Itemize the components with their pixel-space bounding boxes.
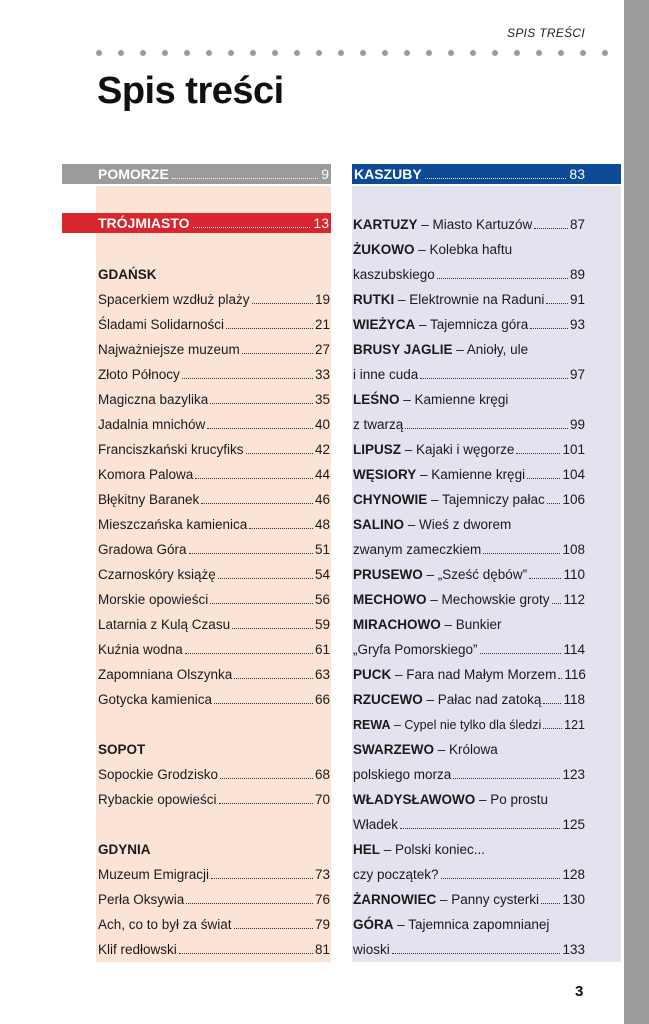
dot-leader	[483, 553, 560, 554]
section-pomorze[interactable]	[62, 164, 331, 184]
toc-entry[interactable]	[353, 787, 585, 812]
toc-entry[interactable]	[98, 437, 330, 462]
entry-page: 33	[314, 367, 330, 382]
entry-page: 76	[314, 892, 330, 907]
divider-dot	[96, 50, 102, 56]
toc-entry-continued[interactable]	[353, 362, 585, 387]
entry-title: Perła Oksywia	[98, 892, 185, 907]
dot-leader	[193, 227, 311, 228]
entry-title: Błękitny Baranek	[98, 492, 200, 507]
dot-leader	[210, 603, 313, 604]
entry-place: ŻARNOWIEC	[353, 892, 437, 907]
toc-entry[interactable]	[353, 612, 585, 637]
section-label: KASZUBY	[354, 166, 422, 182]
city-heading: GDAŃSK	[98, 267, 157, 282]
entry-place: ŻUKOWO	[353, 242, 415, 257]
toc-entry[interactable]	[353, 312, 585, 337]
entry-page: 56	[314, 592, 330, 607]
entry-place: SWARZEWO	[353, 742, 434, 757]
entry-subtitle: – Miasto Kartuzów	[417, 217, 533, 232]
toc-entry[interactable]	[98, 587, 330, 612]
entry-place: WŁADYSŁAWOWO	[353, 792, 476, 807]
entry-subtitle: – Anioły, ule	[452, 342, 529, 357]
dot-leader	[232, 628, 313, 629]
entry-subtitle: – Elektrownie na Raduni	[394, 292, 545, 307]
divider-dot	[118, 50, 124, 56]
entry-page: 99	[569, 417, 585, 432]
divider-dot	[536, 50, 542, 56]
toc-entry[interactable]	[98, 487, 330, 512]
entry-subtitle: – Kajaki i węgorze	[401, 442, 515, 457]
dot-leader	[543, 728, 562, 729]
dot-leader	[400, 828, 560, 829]
entry-place: WĘSIORY	[353, 467, 417, 482]
entry-place: BRUSY JAGLIE	[353, 342, 453, 357]
divider-dot	[404, 50, 410, 56]
entry-title	[353, 792, 548, 807]
divider-dot	[558, 50, 564, 56]
dot-leader	[547, 503, 561, 504]
entry-title	[353, 592, 550, 607]
entry-title	[353, 342, 528, 357]
entry-page: 91	[569, 292, 585, 307]
dot-leader	[234, 678, 313, 679]
entry-title	[353, 217, 532, 232]
divider-dot	[206, 50, 212, 56]
entry-page: 121	[564, 717, 585, 732]
page-edge-bar	[624, 0, 649, 1024]
city-heading: SOPOT	[98, 742, 146, 757]
entry-place: MECHOWO	[353, 592, 427, 607]
dot-leader	[543, 703, 561, 704]
dot-leader	[249, 528, 313, 529]
entry-subtitle-cont: polskiego morza	[353, 767, 452, 782]
entry-page: 93	[569, 317, 585, 332]
entry-page: 27	[314, 342, 330, 357]
entry-place: HEL	[353, 842, 380, 857]
dot-leader	[527, 478, 560, 479]
entry-place: PUCK	[353, 667, 392, 682]
divider-dot	[360, 50, 366, 56]
dot-leader	[195, 478, 313, 479]
toc-entry[interactable]	[98, 662, 330, 687]
entry-title: Złoto Północy	[98, 367, 180, 382]
toc-entry[interactable]	[98, 537, 330, 562]
toc-entry-continued[interactable]	[353, 412, 585, 437]
dot-leader	[218, 578, 313, 579]
spacer	[98, 712, 330, 737]
toc-entry[interactable]	[98, 687, 330, 712]
entry-page: 70	[314, 792, 330, 807]
entry-page: 123	[562, 767, 585, 782]
toc-entry[interactable]	[353, 562, 585, 587]
section-kaszuby[interactable]	[352, 164, 621, 184]
entry-page: 68	[314, 767, 330, 782]
toc-entry[interactable]	[353, 512, 585, 537]
entry-page: 73	[314, 867, 330, 882]
toc-entry[interactable]	[353, 737, 585, 762]
entry-title: Śladami Solidarności	[98, 317, 225, 332]
toc-entry[interactable]	[98, 562, 330, 587]
entry-title	[353, 742, 498, 757]
dot-leader	[220, 778, 313, 779]
section-label: POMORZE	[98, 166, 169, 182]
divider-dot	[514, 50, 520, 56]
toc-entry[interactable]	[98, 387, 330, 412]
entry-page: 61	[314, 642, 330, 657]
entry-title: Komora Palowa	[98, 467, 194, 482]
entry-place: WIEŻYCA	[353, 317, 416, 332]
dot-leader	[226, 328, 313, 329]
entry-title: Magiczna bazylika	[98, 392, 209, 407]
entry-subtitle-cont: „Gryfa Pomorskiego”	[353, 642, 478, 657]
entry-page: 51	[314, 542, 330, 557]
entry-page: 101	[562, 442, 585, 457]
entry-subtitle: – Polski koniec...	[380, 842, 486, 857]
entry-title: Spacerkiem wzdłuż plaży	[98, 292, 250, 307]
entry-subtitle: – Kolebka haftu	[414, 242, 513, 257]
dot-leader	[234, 928, 313, 929]
divider-dot	[580, 50, 586, 56]
toc-entry-continued[interactable]	[353, 812, 585, 837]
entry-title: Czarnoskóry książę	[98, 567, 216, 582]
entry-page: 21	[314, 317, 330, 332]
entry-subtitle: – Kamienne kręgi	[399, 392, 509, 407]
dot-leader	[219, 803, 313, 804]
toc-entry[interactable]	[98, 612, 330, 637]
spacer	[98, 812, 330, 837]
entry-page: 133	[562, 942, 585, 957]
dot-leader	[405, 428, 568, 429]
toc-entry-continued[interactable]	[353, 937, 585, 962]
toc-entry[interactable]	[98, 312, 330, 337]
divider-dot	[140, 50, 146, 56]
section-trojmiasto[interactable]	[62, 213, 331, 233]
entry-title	[353, 467, 525, 482]
entry-page: 125	[562, 817, 585, 832]
entry-page: 112	[563, 592, 585, 607]
page-number: 3	[575, 983, 584, 1000]
entry-title	[353, 692, 541, 707]
entry-subtitle-cont: czy początek?	[353, 867, 439, 882]
entry-title: Muzeum Emigracji	[98, 867, 210, 882]
entry-title: Gotycka kamienica	[98, 692, 213, 707]
entry-page: 44	[314, 467, 330, 482]
toc-entry[interactable]	[353, 662, 585, 687]
entry-title	[353, 442, 514, 457]
entry-place: REWA	[353, 717, 391, 732]
entry-subtitle: – Tajemnicza góra	[415, 317, 529, 332]
entry-page: 106	[562, 492, 585, 507]
entry-title	[353, 917, 549, 932]
divider-dot	[382, 50, 388, 56]
entry-title	[353, 718, 541, 732]
entry-page: 54	[314, 567, 330, 582]
divider-dot	[316, 50, 322, 56]
divider-dot	[162, 50, 168, 56]
dot-leader	[441, 878, 561, 879]
toc-entry[interactable]	[98, 787, 330, 812]
dot-leader	[541, 903, 560, 904]
entry-place: LEŚNO	[353, 392, 400, 407]
entry-subtitle-cont: i inne cuda	[353, 367, 419, 382]
toc-entry[interactable]	[353, 887, 585, 912]
dotted-divider	[96, 50, 616, 58]
entry-subtitle: – Cypel nie tylko dla śledzi	[390, 717, 542, 732]
toc-entry-continued[interactable]	[353, 537, 585, 562]
dot-leader	[480, 653, 562, 654]
entry-subtitle-cont: z twarzą	[353, 417, 404, 432]
toc-entry[interactable]	[353, 337, 585, 362]
entry-title	[353, 492, 545, 507]
toc-entry[interactable]	[353, 487, 585, 512]
divider-dot	[602, 50, 608, 56]
entry-title	[353, 517, 511, 532]
entry-subtitle-cont: Władek	[353, 817, 399, 832]
section-label: TRÓJMIASTO	[98, 215, 190, 231]
dot-leader	[214, 703, 313, 704]
entry-title	[353, 392, 508, 407]
entry-subtitle-cont: zwanym zameczkiem	[353, 542, 482, 557]
divider-dot	[426, 50, 432, 56]
entry-title: Zapomniana Olszynka	[98, 667, 233, 682]
toc-entry-continued[interactable]	[353, 862, 585, 887]
divider-dot	[492, 50, 498, 56]
toc-entry[interactable]	[353, 912, 585, 937]
entry-page: 104	[562, 467, 585, 482]
toc-entry[interactable]	[98, 287, 330, 312]
entry-place: SALINO	[353, 517, 405, 532]
entry-subtitle: – Po prostu	[475, 792, 549, 807]
divider-dot	[294, 50, 300, 56]
toc-entry[interactable]	[98, 462, 330, 487]
entry-subtitle: – „Sześć dębów”	[422, 567, 528, 582]
entry-page: 19	[314, 292, 330, 307]
entry-subtitle: – Bunkier	[440, 617, 502, 632]
toc-entry[interactable]	[353, 387, 585, 412]
dot-leader	[252, 303, 313, 304]
entry-page: 110	[563, 567, 585, 582]
dot-leader	[546, 303, 568, 304]
toc-entry[interactable]	[98, 762, 330, 787]
dot-leader	[530, 328, 568, 329]
entry-page: 35	[314, 392, 330, 407]
divider-dot	[184, 50, 190, 56]
entry-subtitle-cont: kaszubskiego	[353, 267, 435, 282]
entry-page: 48	[314, 517, 330, 532]
entry-title: Latarnia z Kulą Czasu	[98, 617, 231, 632]
entry-page: 130	[562, 892, 585, 907]
toc-entry[interactable]	[98, 512, 330, 537]
entry-title: Gradowa Góra	[98, 542, 187, 557]
entry-title: Jadalnia mnichów	[98, 417, 206, 432]
toc-entry[interactable]	[98, 362, 330, 387]
divider-dot	[272, 50, 278, 56]
divider-dot	[448, 50, 454, 56]
dot-leader	[201, 503, 313, 504]
entry-subtitle: – Fara nad Małym Morzem	[391, 667, 557, 682]
toc-entry[interactable]	[353, 437, 585, 462]
entry-subtitle: – Mechowskie groty	[426, 592, 550, 607]
toc-entry[interactable]	[353, 587, 585, 612]
entry-place: KARTUZY	[353, 217, 418, 232]
entry-page: 114	[563, 642, 585, 657]
toc-entry[interactable]	[353, 287, 585, 312]
section-page: 83	[569, 166, 585, 182]
toc-entry[interactable]	[98, 862, 330, 887]
entry-page: 87	[569, 217, 585, 232]
dot-leader	[207, 428, 313, 429]
entry-page: 81	[314, 942, 330, 957]
dot-leader	[189, 553, 313, 554]
entry-title	[353, 617, 502, 632]
entry-title: Franciszkański krucyfiks	[98, 442, 244, 457]
entry-title: Najważniejsze muzeum	[98, 342, 240, 357]
toc-entry[interactable]	[353, 462, 585, 487]
running-head: SPIS TREŚCI	[507, 26, 585, 40]
dot-leader	[211, 878, 313, 879]
toc-entry[interactable]	[98, 887, 330, 912]
entry-page: 128	[562, 867, 585, 882]
page-title: Spis treści	[97, 70, 284, 112]
dot-leader	[529, 578, 561, 579]
dot-leader	[453, 778, 560, 779]
dot-leader	[534, 228, 568, 229]
toc-entry[interactable]	[98, 637, 330, 662]
entry-place: LIPUSZ	[353, 442, 402, 457]
entry-place: RUTKI	[353, 292, 395, 307]
dot-leader	[246, 453, 313, 454]
toc-entry[interactable]	[98, 937, 330, 962]
section-page: 13	[313, 215, 329, 231]
dot-leader	[437, 278, 568, 279]
dot-leader	[185, 653, 313, 654]
section-page: 9	[321, 166, 329, 182]
entry-title: Klif redłowski	[98, 942, 177, 957]
entry-page: 116	[564, 667, 586, 682]
entry-title: Mieszczańska kamienica	[98, 517, 248, 532]
entry-subtitle: – Kamienne kręgi	[416, 467, 526, 482]
entry-place: MIRACHOWO	[353, 617, 441, 632]
dot-leader	[182, 378, 313, 379]
entry-subtitle: – Panny cysterki	[436, 892, 540, 907]
entry-subtitle-cont: wioski	[353, 942, 390, 957]
entry-title	[353, 567, 527, 582]
entry-subtitle: – Tajemnica zapomnianej	[393, 917, 550, 932]
entry-title	[353, 292, 544, 307]
entry-title: Kuźnia wodna	[98, 642, 183, 657]
entry-place: PRUSEWO	[353, 567, 423, 582]
toc-entry[interactable]	[353, 687, 585, 712]
entry-title: Ach, co to był za świat	[98, 917, 232, 932]
entry-page: 97	[569, 367, 585, 382]
entry-page: 108	[562, 542, 585, 557]
entry-subtitle: – Królowa	[434, 742, 498, 757]
entry-subtitle: – Tajemniczy pałac	[427, 492, 545, 507]
entry-page: 66	[314, 692, 330, 707]
entry-title: Sopockie Grodzisko	[98, 767, 219, 782]
entry-title	[353, 242, 512, 257]
toc-entry[interactable]	[98, 412, 330, 437]
entry-page: 40	[314, 417, 330, 432]
trojmiasto-toc	[98, 262, 330, 962]
entry-page: 89	[569, 267, 585, 282]
dot-leader	[552, 603, 562, 604]
city-heading: GDYNIA	[98, 842, 151, 857]
divider-dot	[470, 50, 476, 56]
entry-place: GÓRA	[353, 917, 394, 932]
dot-leader	[558, 678, 562, 679]
entry-title	[353, 667, 556, 682]
entry-page: 59	[314, 617, 330, 632]
toc-entry[interactable]	[98, 912, 330, 937]
entry-title: Morskie opowieści	[98, 592, 209, 607]
entry-page: 118	[563, 692, 585, 707]
divider-dot	[228, 50, 234, 56]
entry-subtitle: – Wieś z dworem	[404, 517, 512, 532]
dot-leader	[242, 353, 313, 354]
toc-entry[interactable]	[353, 212, 585, 237]
divider-dot	[338, 50, 344, 56]
dot-leader	[172, 178, 318, 179]
entry-page: 63	[314, 667, 330, 682]
divider-dot	[250, 50, 256, 56]
toc-entry[interactable]	[98, 337, 330, 362]
entry-title	[353, 317, 528, 332]
entry-page: 79	[314, 917, 330, 932]
entry-title	[353, 892, 539, 907]
kaszuby-toc	[353, 212, 585, 962]
entry-place: RZUCEWO	[353, 692, 423, 707]
entry-page: 42	[314, 442, 330, 457]
dot-leader	[392, 953, 561, 954]
toc-entry-continued[interactable]	[353, 262, 585, 287]
entry-page: 46	[314, 492, 330, 507]
entry-subtitle: – Pałac nad zatoką	[422, 692, 542, 707]
toc-entry[interactable]	[353, 237, 585, 262]
dot-leader	[420, 378, 568, 379]
dot-leader	[179, 953, 313, 954]
entry-title	[353, 842, 485, 857]
dot-leader	[186, 903, 313, 904]
entry-title: Rybackie opowieści	[98, 792, 217, 807]
toc-entry-continued[interactable]	[353, 637, 585, 662]
entry-place: CHYNOWIE	[353, 492, 428, 507]
toc-entry[interactable]	[353, 712, 585, 737]
dot-leader	[425, 178, 567, 179]
toc-entry[interactable]	[353, 837, 585, 862]
dot-leader	[516, 453, 560, 454]
toc-entry-continued[interactable]	[353, 762, 585, 787]
dot-leader	[210, 403, 313, 404]
